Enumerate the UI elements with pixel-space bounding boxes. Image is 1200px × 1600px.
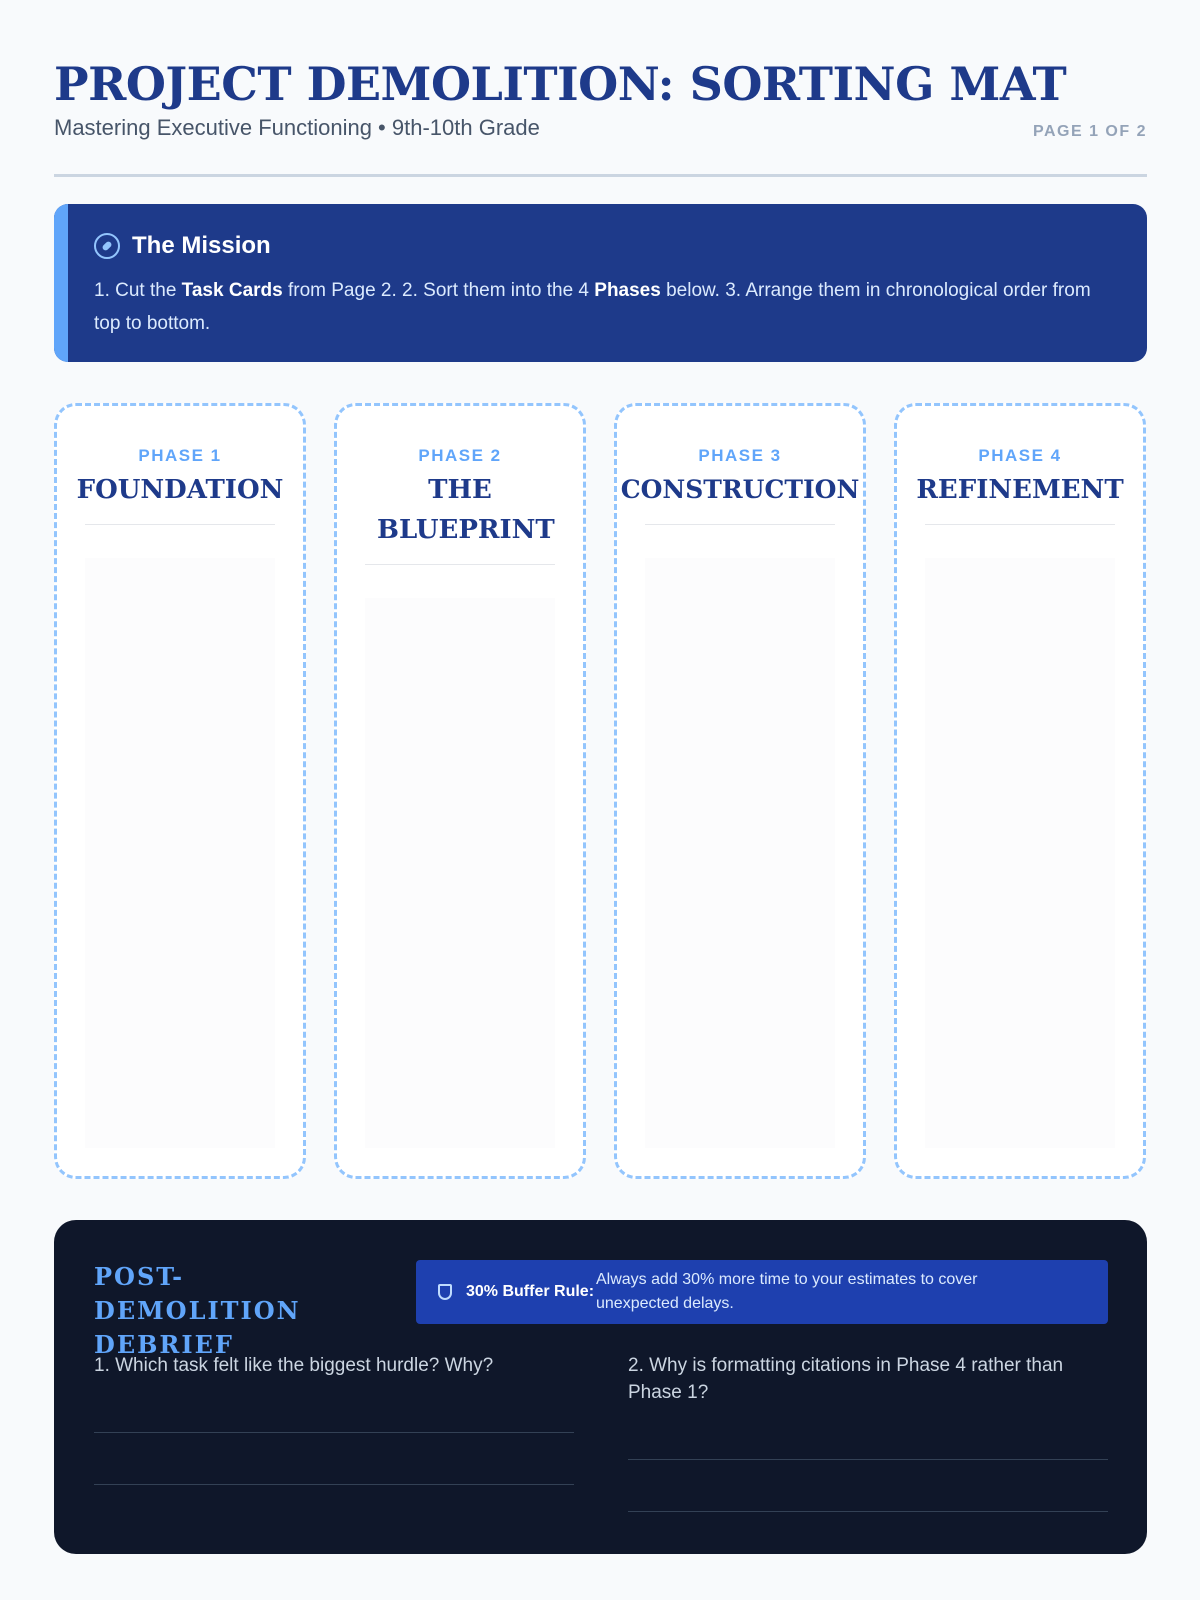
buffer-rule-callout bbox=[416, 1260, 1108, 1324]
mission-instructions bbox=[94, 274, 1107, 340]
phase-name: FOUNDATION bbox=[76, 475, 284, 505]
buffer-rule-text: Always add 30% more time to your estimates to cover unexpected delays. bbox=[596, 1271, 978, 1312]
phase-name: THE BLUEPRINT bbox=[377, 475, 555, 545]
worksheet-page bbox=[54, 0, 1147, 1600]
phase-column-3 bbox=[614, 403, 866, 1179]
mission-box bbox=[54, 204, 1147, 362]
answer-line bbox=[94, 1432, 574, 1433]
card-drop-zone bbox=[925, 558, 1115, 1148]
phase-label: PHASE 2 bbox=[418, 446, 502, 465]
debrief-panel bbox=[54, 1220, 1147, 1554]
page-title: PROJECT DEMOLITION: SORTING MAT bbox=[54, 57, 1067, 111]
page-number: PAGE 1 OF 2 bbox=[1032, 123, 1147, 140]
debrief-question-1: 1. Which task felt like the biggest hurdle? Why? bbox=[94, 1355, 494, 1376]
phase-column-4 bbox=[894, 403, 1146, 1179]
phase-name: REFINEMENT bbox=[916, 475, 1124, 505]
buffer-rule-label: 30% Buffer Rule: bbox=[466, 1283, 595, 1300]
answer-line bbox=[628, 1459, 1108, 1460]
mission-text-part: 1. Cut the bbox=[94, 280, 182, 301]
card-drop-zone bbox=[85, 558, 275, 1148]
mission-text-part: Phases bbox=[594, 280, 661, 301]
phase-label: PHASE 3 bbox=[698, 446, 782, 465]
mission-text-part: from Page 2. 2. Sort them into the 4 bbox=[282, 280, 595, 301]
phase-label: PHASE 4 bbox=[978, 446, 1062, 465]
mission-text-part: Task Cards bbox=[181, 280, 283, 301]
header bbox=[54, 56, 1147, 176]
header-divider bbox=[54, 174, 1147, 177]
phase-column-2 bbox=[334, 403, 586, 1179]
phase-label: PHASE 1 bbox=[138, 446, 222, 465]
phase-divider bbox=[85, 524, 275, 525]
phase-name: CONSTRUCTION bbox=[620, 475, 860, 504]
debrief-title: POST-DEMOLITION DEBRIEF bbox=[94, 1262, 301, 1359]
phase-divider bbox=[365, 564, 555, 565]
card-drop-zone bbox=[365, 598, 555, 1148]
mission-text-part: below. 3. Arrange them in chronological order from top to bottom. bbox=[94, 280, 1091, 334]
phase-divider bbox=[645, 524, 835, 525]
mission-title: The Mission bbox=[132, 232, 271, 259]
answer-line bbox=[628, 1511, 1108, 1512]
page-subtitle: Mastering Executive Functioning • 9th-10th Grade bbox=[54, 115, 540, 140]
debrief-question-2: 2. Why is formatting citations in Phase 4 rather than Phase 1? bbox=[628, 1355, 1064, 1403]
phase-divider bbox=[925, 524, 1115, 525]
answer-line bbox=[94, 1484, 574, 1485]
phase-column-1 bbox=[54, 403, 306, 1179]
compass-icon bbox=[94, 233, 120, 259]
shield-icon bbox=[438, 1284, 452, 1300]
card-drop-zone bbox=[645, 558, 835, 1148]
